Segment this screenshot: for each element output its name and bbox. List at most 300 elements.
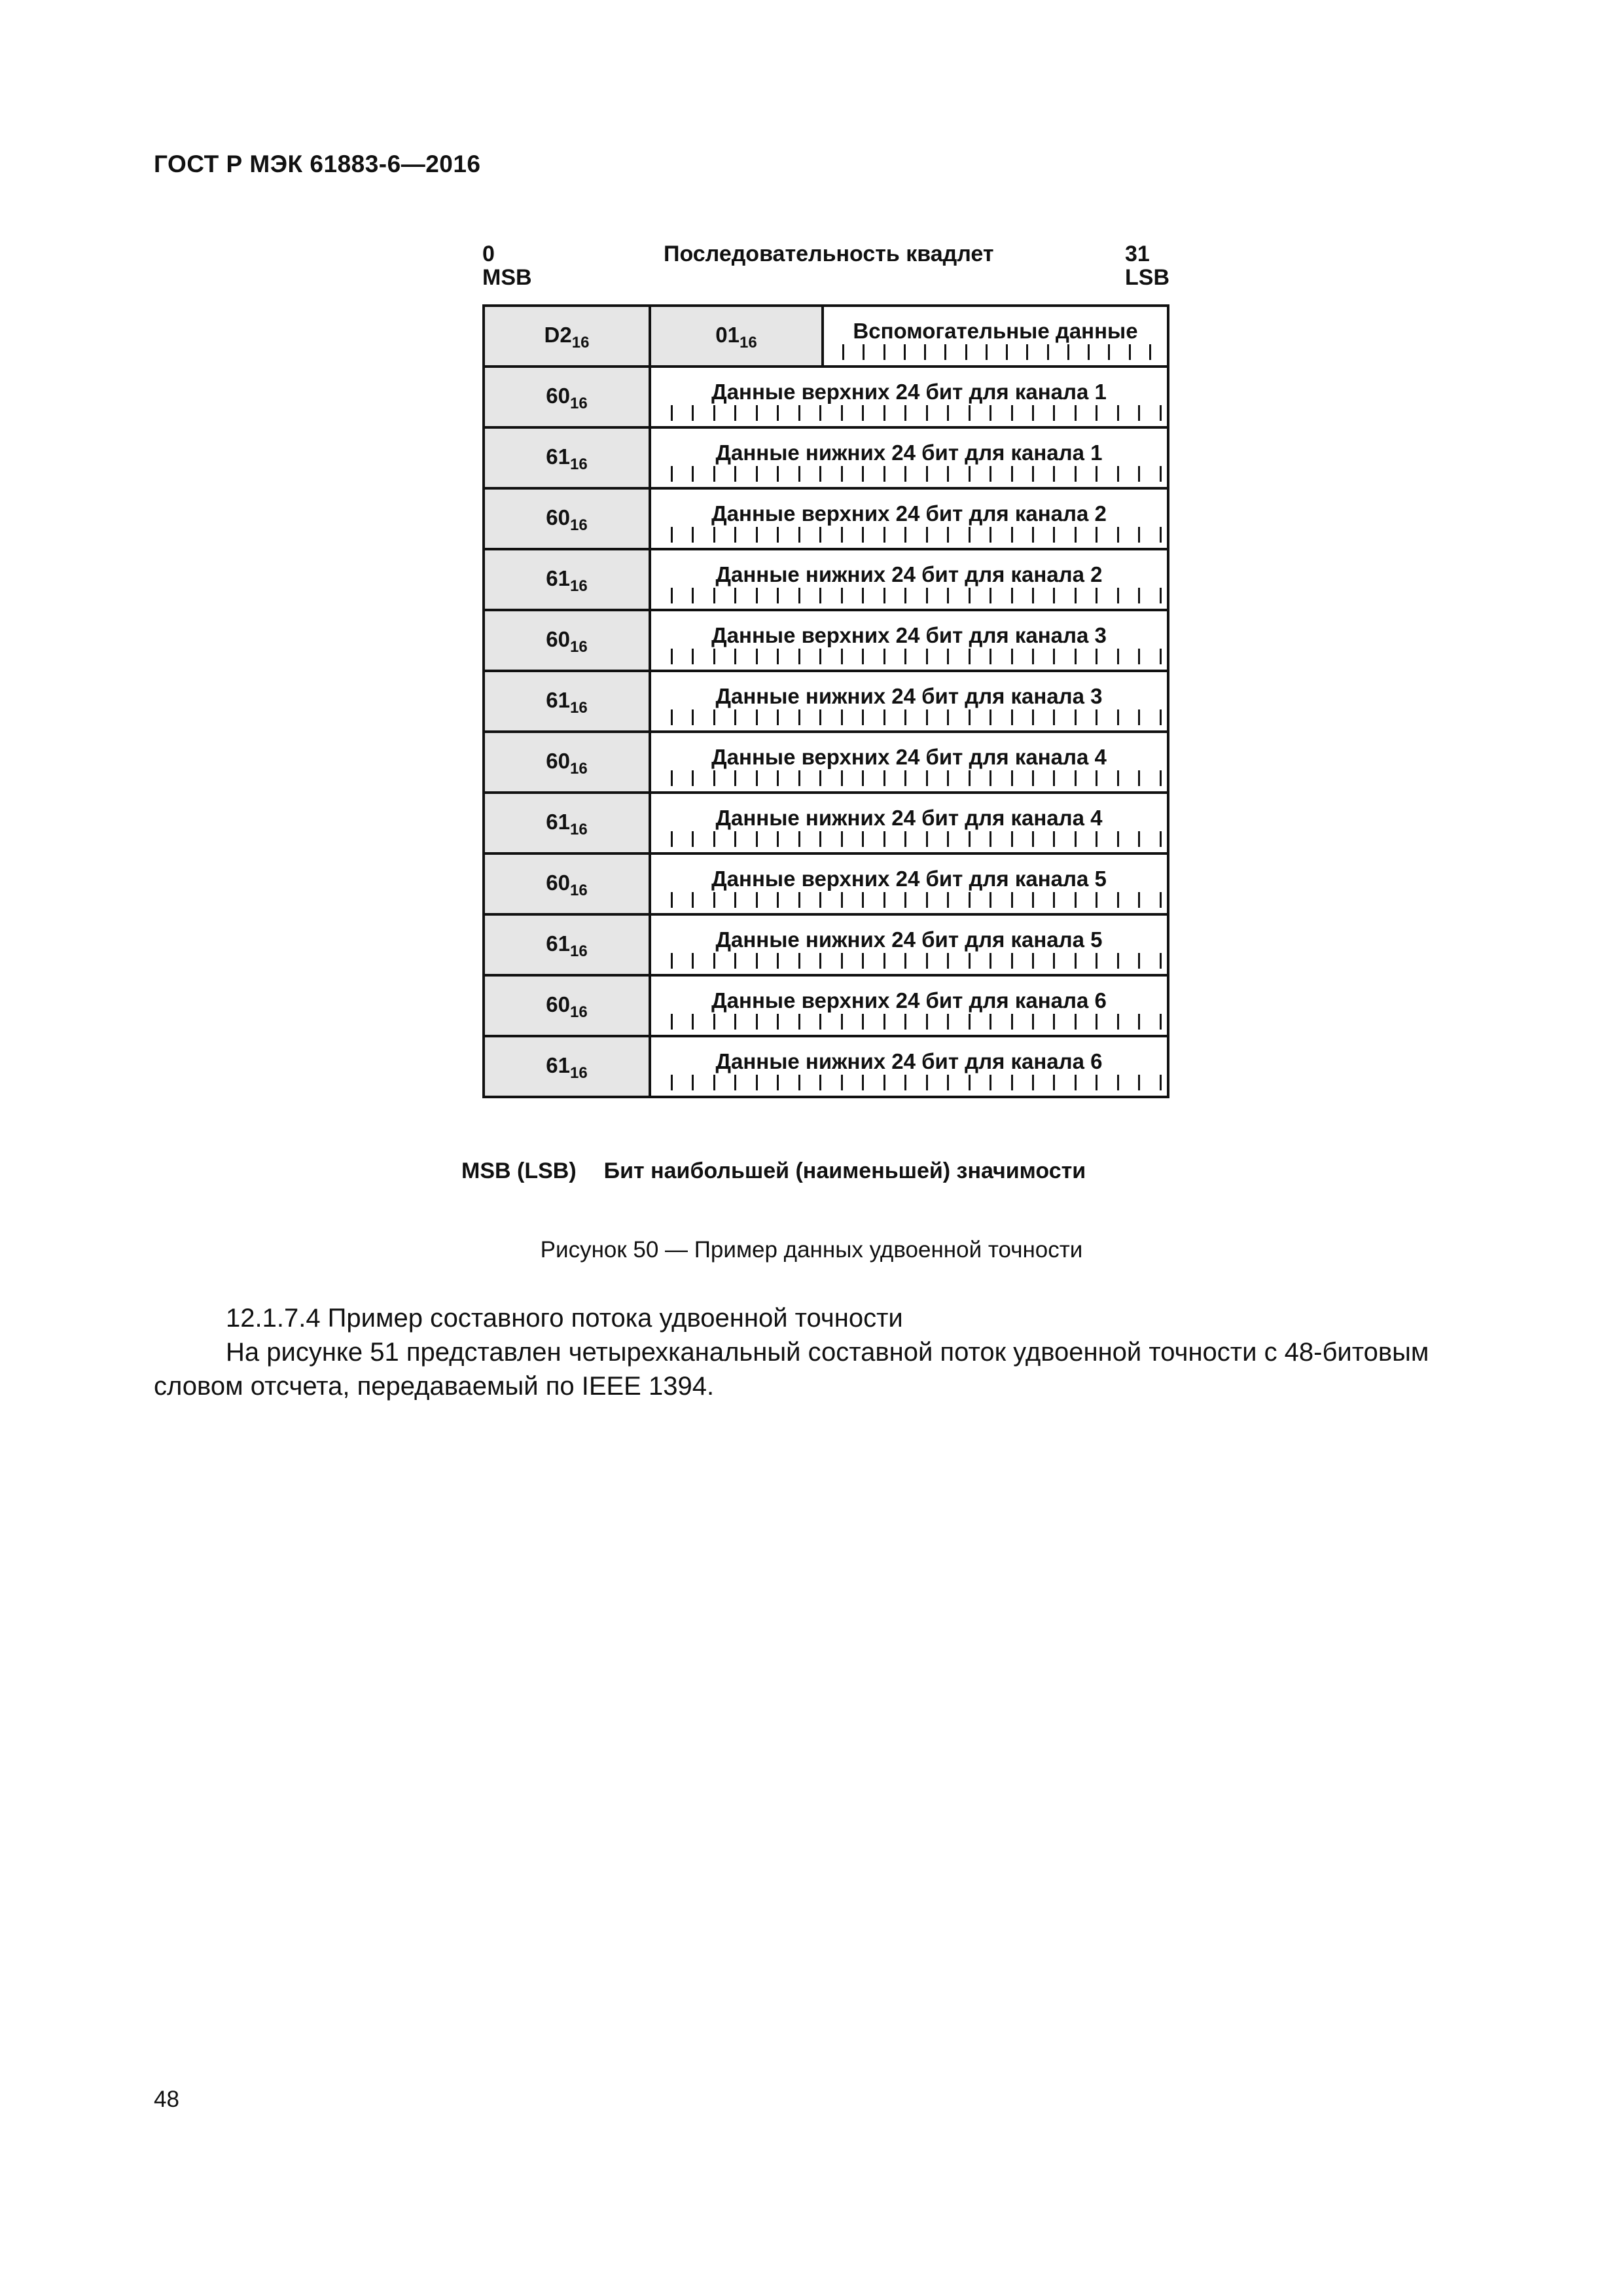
bit-tick	[862, 1075, 864, 1090]
bit-tick	[990, 1014, 991, 1030]
bit-tick	[1053, 831, 1055, 847]
bit-tick	[1053, 953, 1055, 969]
bit-tick	[1047, 344, 1049, 360]
bit-tick	[1053, 466, 1055, 482]
bit-tick	[671, 770, 673, 786]
bit-tick	[798, 405, 800, 421]
quadlet-label-cell	[484, 488, 650, 549]
bit-tick	[1075, 892, 1077, 908]
bit-tick	[692, 405, 694, 421]
lsb-text: LSB	[1125, 265, 1169, 290]
bit-tick	[1075, 831, 1077, 847]
bit-tick	[1117, 466, 1119, 482]
bit-tick	[1138, 770, 1140, 786]
bit-tick	[1011, 405, 1013, 421]
bit-tick	[926, 892, 928, 908]
bit-tick	[990, 709, 991, 725]
bit-tick	[841, 649, 843, 664]
bit-tick	[1032, 527, 1034, 543]
bit-tick	[1160, 709, 1162, 725]
figure-caption: Рисунок 50 — Пример данных удвоенной точности	[540, 1237, 1083, 1263]
quadlet-label-value: 60	[546, 627, 570, 651]
quadlet-sequence-labels	[482, 242, 1169, 304]
bit-tick	[904, 527, 906, 543]
bit-tick	[734, 831, 736, 847]
bit-tick	[1011, 588, 1013, 603]
bit-tick	[713, 1075, 715, 1090]
bit-tick	[671, 831, 673, 847]
bit-tick	[947, 831, 949, 847]
quadlet-data-label: Данные верхних 24 бит для канала 2	[711, 501, 1107, 526]
bit-ticks	[671, 405, 1162, 421]
cell-01	[650, 306, 823, 367]
bit-tick	[926, 831, 928, 847]
bit-31-label: 31	[1125, 242, 1150, 266]
bit-tick	[777, 1014, 779, 1030]
bit-tick	[990, 588, 991, 603]
quadlet-data-label: Данные верхних 24 бит для канала 3	[711, 623, 1107, 647]
bit-tick	[819, 953, 821, 969]
bit-tick	[841, 770, 843, 786]
bit-tick	[990, 1075, 991, 1090]
bit-tick	[1006, 344, 1008, 360]
quadlet-row	[484, 732, 1168, 793]
bit-tick	[798, 527, 800, 543]
bit-tick	[904, 892, 906, 908]
bit-tick	[947, 588, 949, 603]
bit-tick	[1160, 588, 1162, 603]
bit-tick	[926, 649, 928, 664]
quadlet-table	[482, 304, 1169, 1098]
bit-tick	[1032, 1014, 1034, 1030]
bit-tick	[819, 709, 821, 725]
quadlet-data-label: Данные верхних 24 бит для канала 5	[711, 867, 1107, 891]
quadlet-label-cell	[484, 671, 650, 732]
quadlet-data-label: Данные нижних 24 бит для канала 5	[715, 927, 1103, 952]
bit-tick	[1032, 1075, 1034, 1090]
quadlet-label-cell	[484, 914, 650, 975]
bit-tick	[1096, 1014, 1097, 1030]
bit-tick	[1149, 344, 1151, 360]
bit-tick	[1117, 405, 1119, 421]
quadlet-label-base: 16	[570, 942, 588, 960]
bit-ticks	[842, 344, 1151, 360]
bit-tick	[692, 649, 694, 664]
bit-tick	[1138, 527, 1140, 543]
bit-tick	[841, 953, 843, 969]
bit-tick	[692, 831, 694, 847]
bit-tick	[798, 709, 800, 725]
bit-tick	[1011, 1075, 1013, 1090]
bit-tick	[841, 1014, 843, 1030]
sequence-title: Последовательность квадлет	[664, 242, 994, 266]
bit-tick	[1053, 770, 1055, 786]
quadlet-row	[484, 367, 1168, 427]
bit-tick	[1032, 649, 1034, 664]
bit-tick	[1096, 953, 1097, 969]
bit-tick	[969, 588, 971, 603]
bit-tick	[990, 770, 991, 786]
bit-tick	[1138, 466, 1140, 482]
bit-tick	[947, 1014, 949, 1030]
bit-tick	[1011, 466, 1013, 482]
bit-tick	[1138, 588, 1140, 603]
bit-tick	[1011, 709, 1013, 725]
bit-ticks	[671, 466, 1162, 482]
quadlet-label-base: 16	[570, 760, 588, 778]
quadlet-data-cell	[650, 610, 1168, 671]
bit-tick	[965, 344, 967, 360]
bit-tick	[713, 649, 715, 664]
quadlet-data-label: Данные нижних 24 бит для канала 6	[715, 1049, 1103, 1073]
bit-tick	[798, 588, 800, 603]
bit-tick	[883, 1014, 885, 1030]
bit-tick	[777, 527, 779, 543]
bit-tick	[1032, 953, 1034, 969]
bit-tick	[692, 527, 694, 543]
bit-tick	[713, 1014, 715, 1030]
bit-tick	[1117, 588, 1119, 603]
lsb-label	[1125, 242, 1169, 289]
bit-0-label: 0	[482, 242, 495, 266]
bit-tick	[1096, 709, 1097, 725]
bit-tick	[947, 709, 949, 725]
bit-tick	[1032, 831, 1034, 847]
bit-tick	[1160, 1075, 1162, 1090]
bit-tick	[777, 588, 779, 603]
bit-tick	[1117, 1014, 1119, 1030]
bit-tick	[926, 1014, 928, 1030]
bit-tick	[756, 588, 758, 603]
bit-tick	[1075, 1075, 1077, 1090]
figure-legend	[461, 1158, 1086, 1184]
bit-tick	[969, 953, 971, 969]
bit-tick	[1032, 405, 1034, 421]
bit-tick	[734, 405, 736, 421]
bit-tick	[990, 953, 991, 969]
bit-tick	[990, 405, 991, 421]
bit-tick	[841, 527, 843, 543]
bit-tick	[947, 405, 949, 421]
bit-tick	[842, 344, 844, 360]
bit-tick	[947, 466, 949, 482]
bit-tick	[692, 892, 694, 908]
quadlet-label-value: 61	[546, 1053, 570, 1077]
bit-tick	[1117, 1075, 1119, 1090]
bit-tick	[1053, 405, 1055, 421]
bit-tick	[883, 831, 885, 847]
quadlet-data-cell	[650, 975, 1168, 1036]
bit-ticks	[671, 527, 1162, 543]
bit-tick	[692, 770, 694, 786]
quadlet-label-value: 60	[546, 870, 570, 895]
bit-tick	[671, 588, 673, 603]
bit-tick	[1096, 527, 1097, 543]
quadlet-data-cell	[650, 367, 1168, 427]
bit-tick	[904, 953, 906, 969]
quadlet-label-value: 61	[546, 810, 570, 834]
bit-tick	[819, 527, 821, 543]
bit-ticks	[671, 649, 1162, 664]
quadlet-data-label: Данные верхних 24 бит для канала 1	[711, 380, 1107, 404]
bit-tick	[947, 770, 949, 786]
quadlet-label-value: 60	[546, 749, 570, 773]
bit-tick	[862, 527, 864, 543]
body-paragraph: На рисунке 51 представлен четырехканальный составной поток удвоенной точности с 48-битовым словом отсчета, передаваемый по IEEE 1394.	[154, 1338, 1429, 1401]
bit-tick	[1138, 649, 1140, 664]
bit-tick	[862, 831, 864, 847]
bit-tick	[713, 527, 715, 543]
quadlet-data-cell	[650, 914, 1168, 975]
bit-tick	[1160, 649, 1162, 664]
bit-tick	[1138, 405, 1140, 421]
bit-tick	[713, 405, 715, 421]
bit-tick	[1096, 466, 1097, 482]
quadlet-data-label: Данные нижних 24 бит для канала 3	[715, 684, 1103, 708]
bit-tick	[1011, 953, 1013, 969]
bit-tick	[819, 649, 821, 664]
legend-term: MSB (LSB)	[461, 1158, 577, 1183]
bit-tick	[819, 588, 821, 603]
quadlet-label-value: 60	[546, 384, 570, 408]
bit-tick	[756, 770, 758, 786]
bit-tick	[1138, 892, 1140, 908]
bit-tick	[1053, 709, 1055, 725]
bit-tick	[1067, 344, 1069, 360]
bit-tick	[990, 649, 991, 664]
bit-tick	[862, 466, 864, 482]
quadlet-label-cell	[484, 793, 650, 853]
bit-tick	[692, 1014, 694, 1030]
bit-tick	[1096, 588, 1097, 603]
bit-tick	[1160, 953, 1162, 969]
bit-tick	[841, 892, 843, 908]
bit-tick	[863, 344, 865, 360]
bit-tick	[1075, 405, 1077, 421]
bit-tick	[692, 1075, 694, 1090]
bit-tick	[904, 709, 906, 725]
bit-tick	[904, 831, 906, 847]
bit-tick	[969, 649, 971, 664]
bit-tick	[990, 831, 991, 847]
bit-tick	[883, 405, 885, 421]
page-number: 48	[154, 2087, 179, 2112]
bit-tick	[819, 466, 821, 482]
bit-tick	[1075, 953, 1077, 969]
bit-tick	[1138, 1075, 1140, 1090]
quadlet-label-base: 16	[570, 395, 588, 412]
quadlet-row-header	[484, 306, 1168, 367]
quadlet-label-base: 16	[570, 577, 588, 595]
bit-tick	[756, 953, 758, 969]
bit-tick	[1032, 892, 1034, 908]
quadlet-label-value: 61	[546, 444, 570, 469]
bit-tick	[798, 1075, 800, 1090]
bit-tick	[734, 953, 736, 969]
bit-tick	[862, 1014, 864, 1030]
quadlet-label-cell	[484, 549, 650, 610]
bit-tick	[1117, 892, 1119, 908]
cell-01-value: 01	[715, 323, 740, 347]
bit-tick	[692, 709, 694, 725]
quadlet-label-base: 16	[570, 516, 588, 534]
quadlet-row	[484, 853, 1168, 914]
bit-tick	[713, 466, 715, 482]
bit-tick	[734, 466, 736, 482]
bit-tick	[1160, 892, 1162, 908]
bit-tick	[671, 892, 673, 908]
bit-tick	[883, 709, 885, 725]
bit-tick	[1075, 709, 1077, 725]
bit-tick	[798, 466, 800, 482]
quadlet-label-value: 60	[546, 992, 570, 1016]
bit-tick	[924, 344, 926, 360]
quadlet-data-cell	[650, 1036, 1168, 1097]
bit-tick	[841, 588, 843, 603]
bit-tick	[926, 588, 928, 603]
bit-tick	[1096, 405, 1097, 421]
bit-tick	[1053, 649, 1055, 664]
bit-tick	[671, 466, 673, 482]
bit-tick	[1053, 588, 1055, 603]
bit-tick	[862, 953, 864, 969]
bit-tick	[1138, 953, 1140, 969]
bit-tick	[944, 344, 946, 360]
bit-tick	[713, 588, 715, 603]
bit-tick	[777, 709, 779, 725]
quadlet-label-base: 16	[570, 882, 588, 899]
bit-tick	[926, 405, 928, 421]
bit-tick	[819, 405, 821, 421]
msb-text: MSB	[482, 265, 532, 290]
bit-tick	[969, 1014, 971, 1030]
bit-tick	[1053, 892, 1055, 908]
bit-ticks	[671, 892, 1162, 908]
bit-ticks	[671, 709, 1162, 725]
quadlet-data-cell	[650, 793, 1168, 853]
bit-tick	[862, 405, 864, 421]
bit-tick	[1032, 466, 1034, 482]
quadlet-label-cell	[484, 853, 650, 914]
bit-tick	[734, 527, 736, 543]
bit-tick	[883, 344, 885, 360]
bit-tick	[777, 831, 779, 847]
quadlet-label-base: 16	[570, 821, 588, 838]
bit-tick	[841, 405, 843, 421]
quadlet-label-value: 61	[546, 566, 570, 590]
bit-tick	[1053, 1014, 1055, 1030]
bit-tick	[883, 588, 885, 603]
bit-tick	[904, 405, 906, 421]
bit-tick	[777, 770, 779, 786]
bit-tick	[777, 466, 779, 482]
bit-tick	[947, 1075, 949, 1090]
bit-tick	[1096, 649, 1097, 664]
bit-tick	[1117, 709, 1119, 725]
bit-tick	[777, 649, 779, 664]
bit-tick	[692, 588, 694, 603]
bit-tick	[883, 953, 885, 969]
bit-tick	[904, 466, 906, 482]
bit-tick	[1117, 770, 1119, 786]
bit-tick	[883, 770, 885, 786]
bit-tick	[883, 892, 885, 908]
quadlet-data-cell	[650, 732, 1168, 793]
bit-tick	[1138, 1014, 1140, 1030]
bit-tick	[734, 649, 736, 664]
bit-tick	[1138, 831, 1140, 847]
msb-label	[482, 242, 532, 289]
bit-tick	[798, 1014, 800, 1030]
bit-tick	[883, 649, 885, 664]
bit-tick	[904, 588, 906, 603]
bit-tick	[986, 344, 988, 360]
bit-tick	[841, 1075, 843, 1090]
bit-tick	[862, 770, 864, 786]
bit-tick	[947, 649, 949, 664]
bit-tick	[798, 770, 800, 786]
cell-auxiliary-data	[823, 306, 1168, 367]
bit-tick	[1011, 527, 1013, 543]
bit-tick	[1117, 831, 1119, 847]
bit-tick	[947, 892, 949, 908]
bit-tick	[1053, 1075, 1055, 1090]
bit-tick	[1032, 770, 1034, 786]
bit-tick	[692, 466, 694, 482]
bit-tick	[1075, 588, 1077, 603]
bit-tick	[841, 831, 843, 847]
bit-tick	[1108, 344, 1110, 360]
quadlet-row	[484, 793, 1168, 853]
bit-tick	[1032, 588, 1034, 603]
bit-tick	[777, 405, 779, 421]
quadlet-label-cell	[484, 1036, 650, 1097]
cell-d2-value: D2	[544, 323, 572, 347]
bit-tick	[671, 649, 673, 664]
bit-ticks	[671, 588, 1162, 603]
bit-tick	[756, 709, 758, 725]
bit-tick	[926, 527, 928, 543]
cell-01-base: 16	[740, 334, 757, 351]
quadlet-label-base: 16	[570, 699, 588, 717]
bit-tick	[713, 831, 715, 847]
quadlet-data-label: Данные нижних 24 бит для канала 1	[715, 440, 1103, 465]
quadlet-row	[484, 1036, 1168, 1097]
bit-tick	[819, 831, 821, 847]
legend-definition: Бит наибольшей (наименьшей) значимости	[603, 1158, 1086, 1183]
bit-tick	[1011, 831, 1013, 847]
bit-tick	[713, 892, 715, 908]
quadlet-data-label: Данные нижних 24 бит для канала 4	[715, 806, 1103, 830]
bit-tick	[969, 1075, 971, 1090]
bit-ticks	[671, 770, 1162, 786]
quadlet-data-cell	[650, 427, 1168, 488]
section-heading-paragraph: 12.1.7.4 Пример составного потока удвоенной точности	[226, 1304, 903, 1333]
bit-tick	[969, 405, 971, 421]
bit-tick	[1129, 344, 1131, 360]
bit-tick	[1075, 649, 1077, 664]
bit-tick	[671, 1075, 673, 1090]
bit-tick	[841, 466, 843, 482]
bit-tick	[926, 953, 928, 969]
bit-tick	[1160, 831, 1162, 847]
bit-tick	[1160, 1014, 1162, 1030]
bit-tick	[1096, 1075, 1097, 1090]
bit-tick	[756, 405, 758, 421]
quadlet-label-value: 61	[546, 931, 570, 956]
bit-tick	[798, 831, 800, 847]
bit-tick	[862, 709, 864, 725]
